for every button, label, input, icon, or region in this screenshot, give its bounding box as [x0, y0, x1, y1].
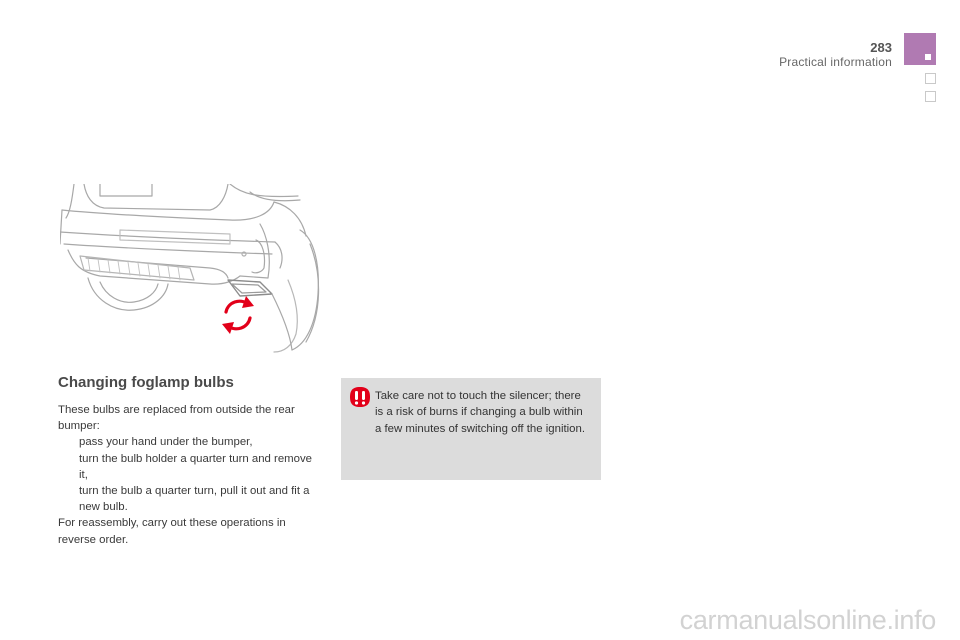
warning-box	[341, 378, 601, 480]
list-item: turn the bulb a quarter turn, pull it out and fit a new bulb.	[79, 485, 310, 514]
outro-text: For reassembly, carry out these operations in reverse order.	[58, 517, 286, 546]
list-item: turn the bulb holder a quarter turn and remove it,	[79, 452, 313, 481]
chapter-tab-active[interactable]	[904, 33, 936, 65]
rear-bumper-illustration	[60, 184, 320, 354]
list-item: pass your hand under the bumper,	[79, 436, 253, 449]
chapter-tab[interactable]	[925, 73, 936, 84]
section-heading: Changing foglamp bulbs	[58, 374, 234, 391]
instructions	[58, 402, 320, 548]
page-number: 283	[870, 40, 892, 55]
section-title: Practical information	[779, 55, 892, 69]
watermark: carmanualsonline.info	[679, 605, 936, 635]
steps-list	[58, 434, 320, 515]
warning-exclamation-icon	[348, 385, 372, 409]
tab-marker	[925, 54, 931, 60]
chapter-tab[interactable]	[925, 91, 936, 102]
intro-text: These bulbs are replaced from outside the rear bumper:	[58, 404, 295, 433]
warning-text: Take care not to touch the silencer; there is a risk of burns if changing a bulb within a few minutes of switching off the ignition.	[375, 390, 585, 435]
